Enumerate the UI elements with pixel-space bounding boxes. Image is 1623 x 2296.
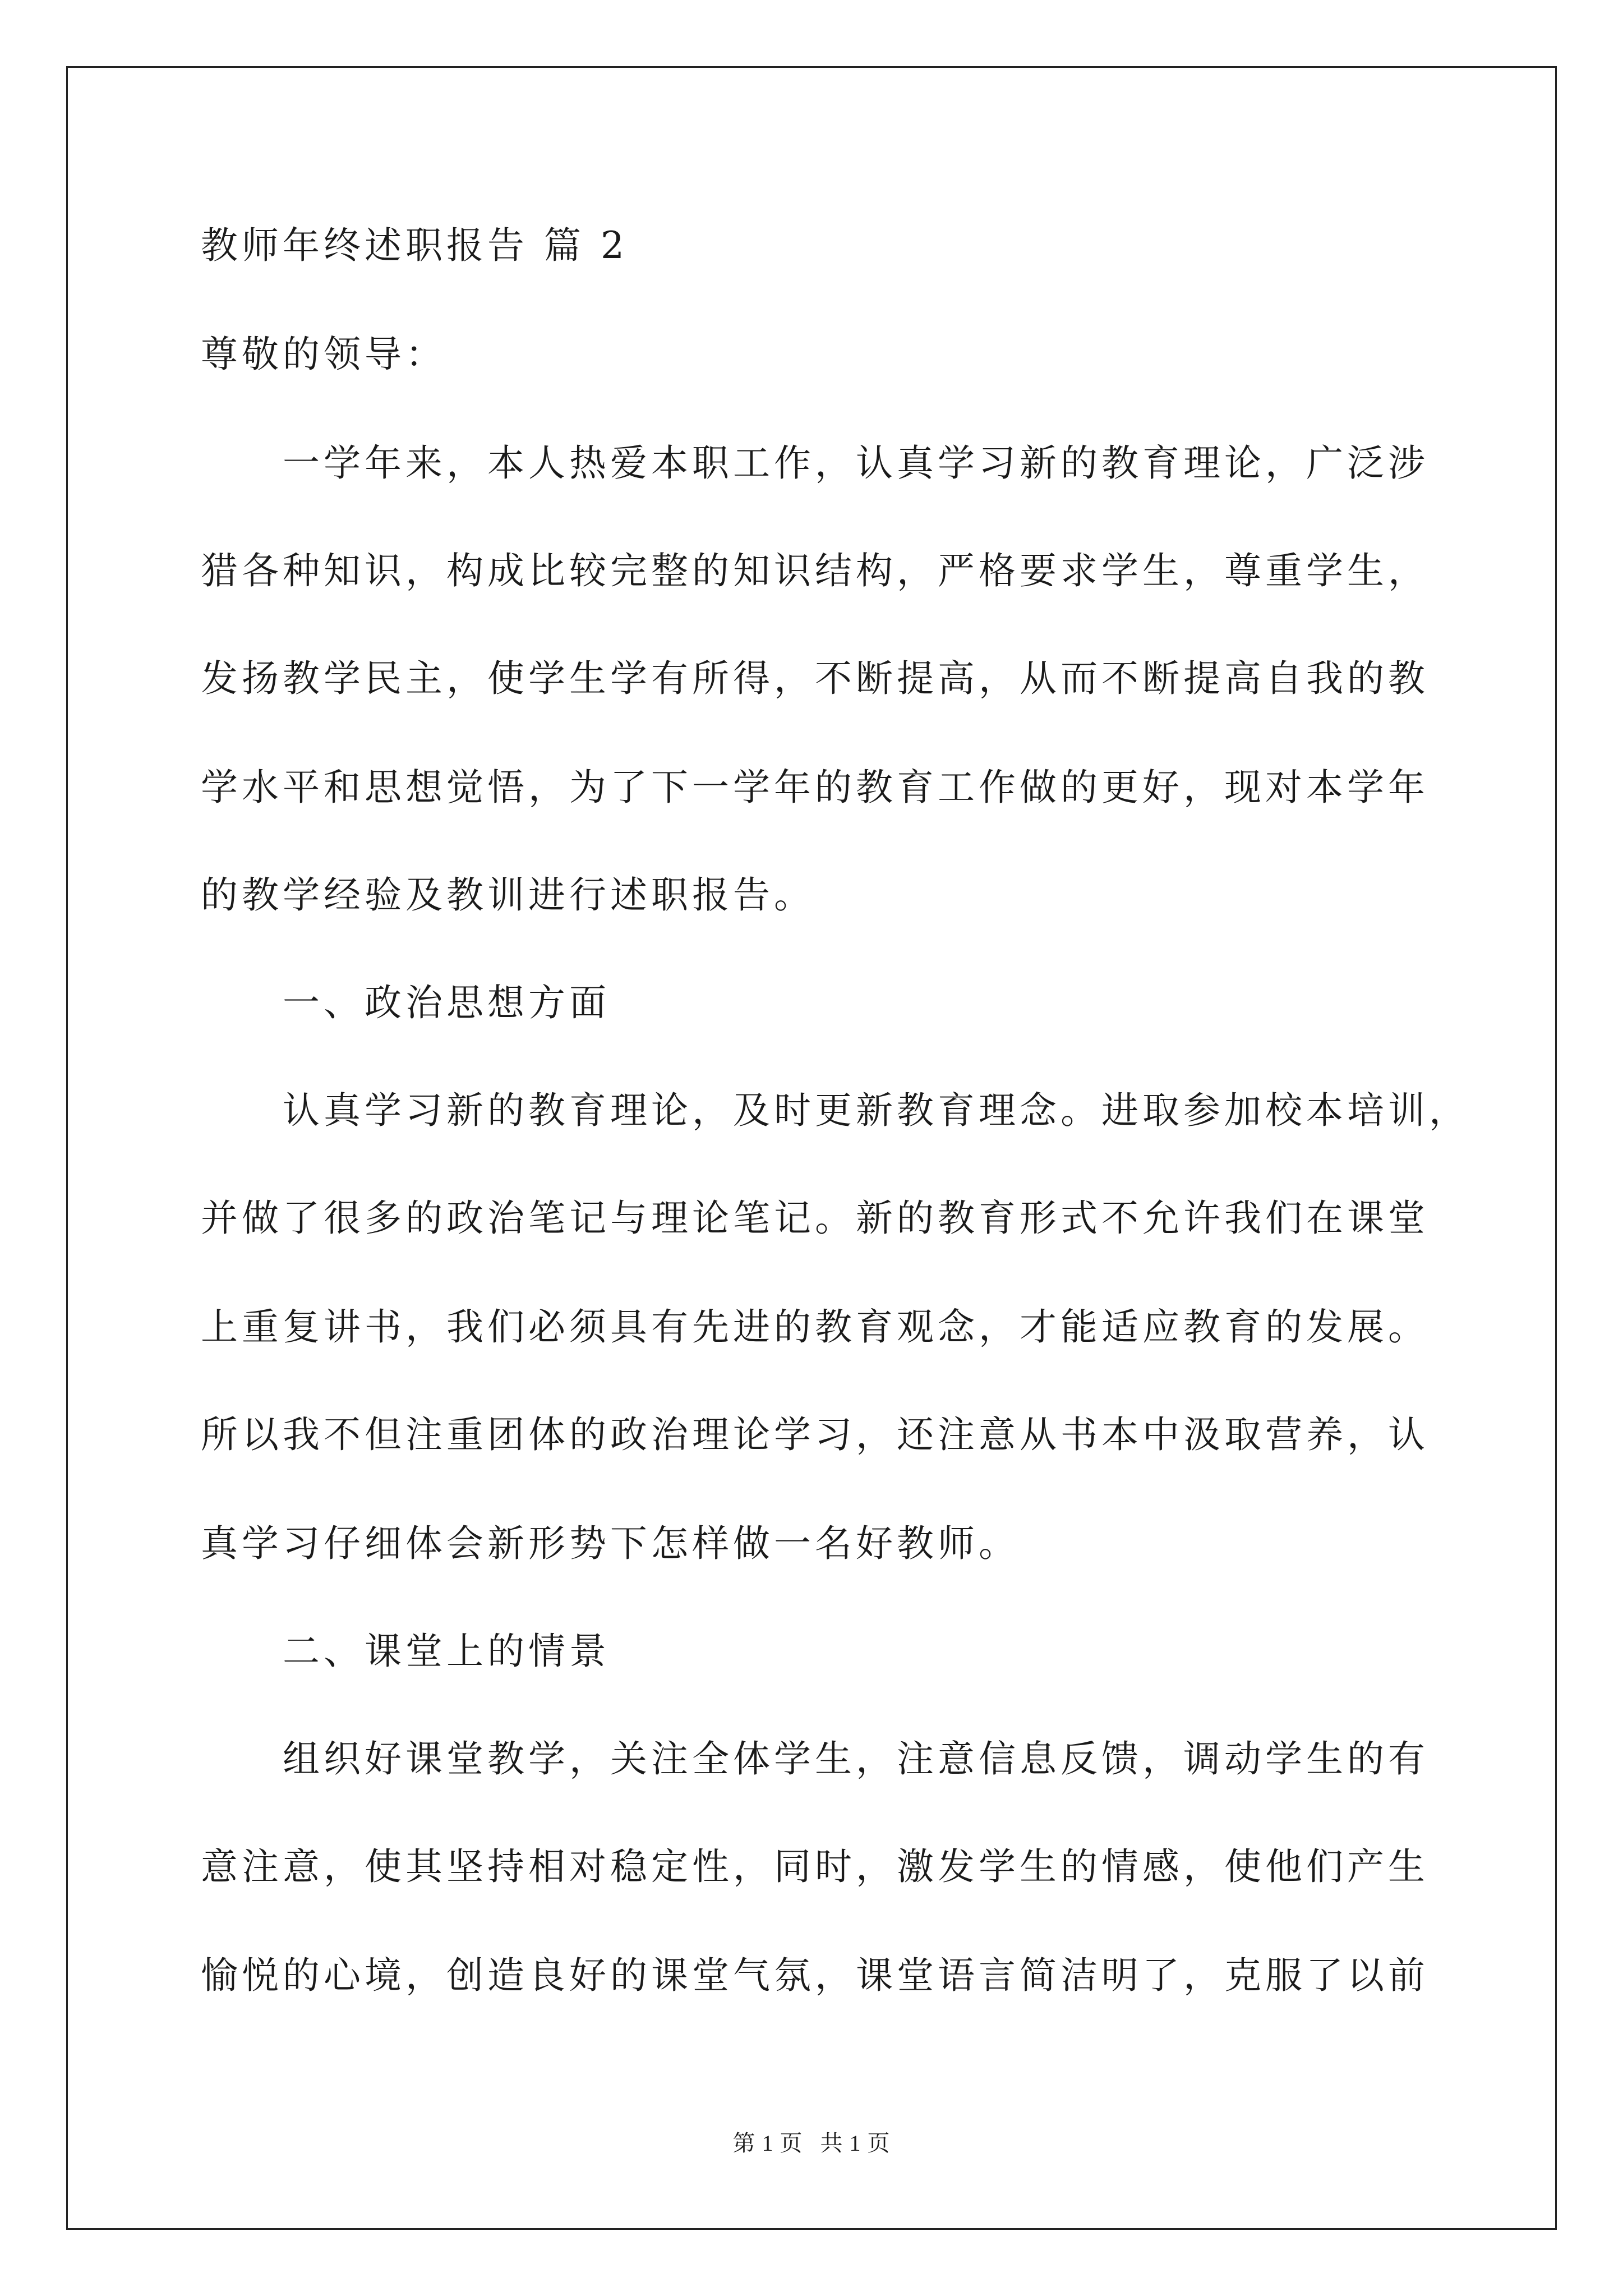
page-border — [66, 66, 1557, 2230]
paragraph-line: 上重复讲书，我们必须具有先进的教育观念，才能适应教育的发展。 — [201, 1305, 1429, 1349]
page-footer — [0, 2129, 1623, 2157]
section-heading: 二、课堂上的情景 — [283, 1630, 610, 1673]
paragraph-line: 认真学习新的教育理论，及时更新教育理念。进取参加校本培训， — [283, 1089, 1470, 1132]
paragraph-line: 所以我不但注重团体的政治理论学习，还注意从书本中汲取营养，认 — [201, 1413, 1429, 1456]
paragraph-line: 愉悦的心境，创造良好的课堂气氛，课堂语言简洁明了，克服了以前 — [201, 1954, 1429, 1997]
paragraph-line: 一学年来，本人热爱本职工作，认真学习新的教育理论，广泛涉 — [283, 441, 1429, 485]
salutation: 尊敬的领导： — [201, 333, 446, 376]
page-number: 第 1 页 — [732, 2131, 803, 2156]
paragraph-line: 的教学经验及教训进行述职报告。 — [201, 873, 815, 917]
section-heading: 一、政治思想方面 — [283, 981, 610, 1024]
page-total: 共 1 页 — [820, 2131, 891, 2156]
paragraph-line: 猎各种知识，构成比较完整的知识结构，严格要求学生，尊重学生， — [201, 549, 1429, 592]
paragraph-line: 组织好课堂教学，关注全体学生，注意信息反馈，调动学生的有 — [283, 1737, 1429, 1780]
document-title: 教师年终述职报告 篇 2 — [201, 224, 628, 267]
paragraph-line: 意注意，使其坚持相对稳定性，同时，激发学生的情感，使他们产生 — [201, 1845, 1429, 1888]
paragraph-line: 发扬教学民主，使学生学有所得，不断提高，从而不断提高自我的教 — [201, 657, 1429, 700]
paragraph-line: 真学习仔细体会新形势下怎样做一名好教师。 — [201, 1522, 1020, 1565]
paragraph-line: 并做了很多的政治笔记与理论笔记。新的教育形式不允许我们在课堂 — [201, 1197, 1429, 1240]
paragraph-line: 学水平和思想觉悟，为了下一学年的教育工作做的更好，现对本学年 — [201, 766, 1429, 809]
